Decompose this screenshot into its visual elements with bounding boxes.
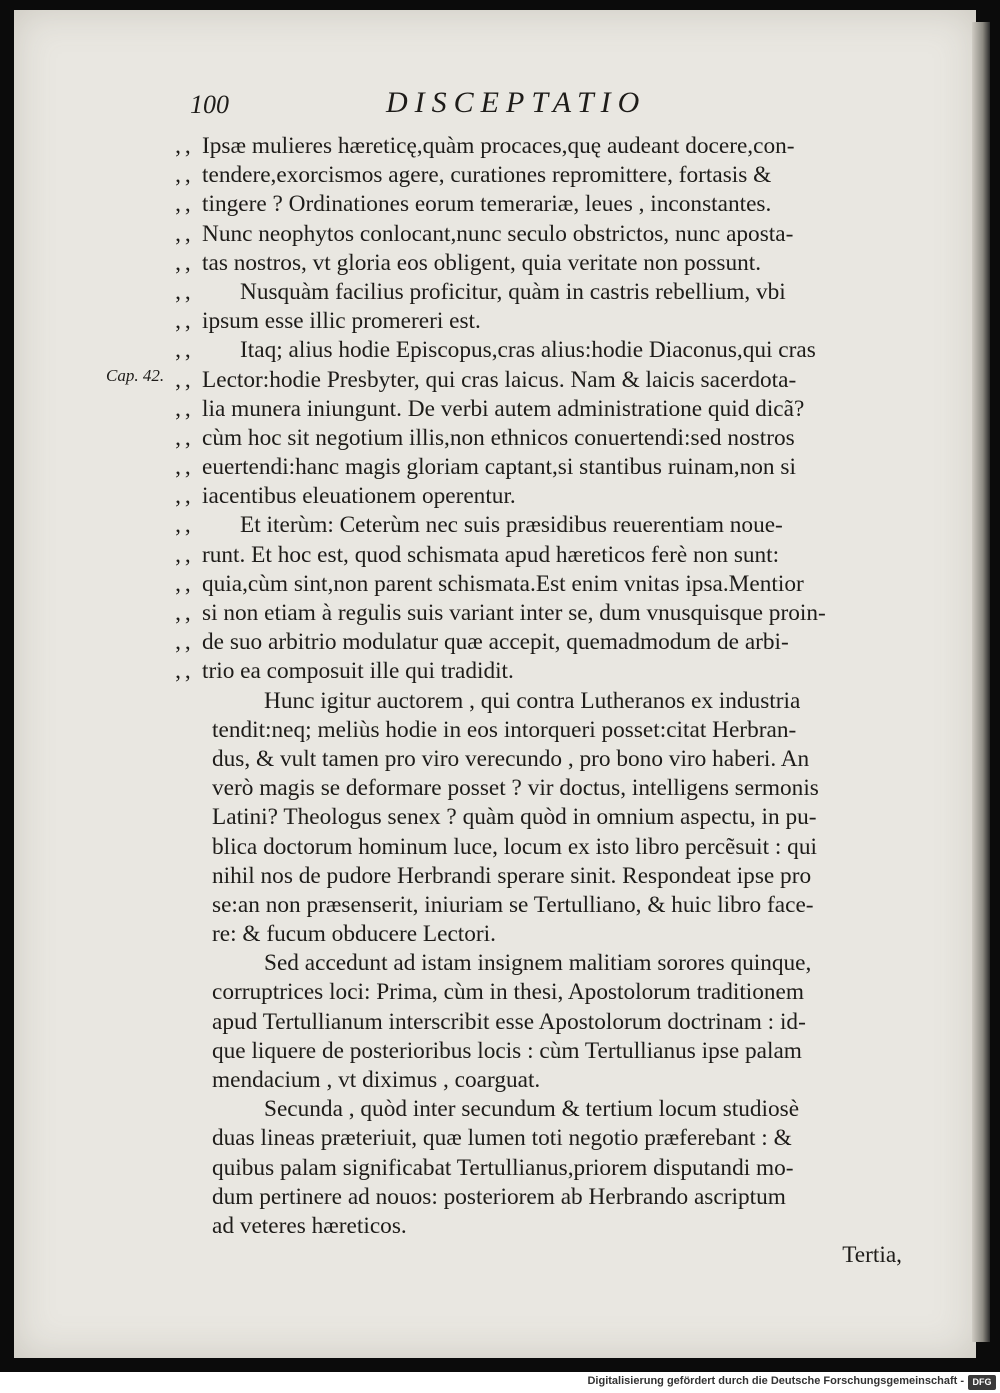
body-line: nihil nos de pudore Herbrandi sperare sinit. Respondeat ipse pro: [212, 862, 812, 889]
quote-mark: ‚‚: [174, 133, 194, 159]
body-line: Sed accedunt ad istam insignem malitiam sorores quinque,: [264, 950, 812, 977]
quote-mark: ‚‚: [174, 337, 194, 364]
line-text: tingere ? Ordinationes eorum temerariæ, leues , inconstantes.: [202, 191, 772, 218]
quoted-line: [174, 132, 914, 161]
quoted-line: [174, 657, 914, 686]
quoted-line: [174, 161, 914, 190]
body-line: Hunc igitur auctorem , qui contra Lutheranos ex industria: [264, 687, 801, 714]
quote-mark: ‚‚: [174, 162, 194, 189]
line-text: Et iterùm: Ceterùm nec suis præsidibus reuerentiam noue-: [240, 512, 783, 539]
quoted-line: [174, 424, 914, 453]
quote-mark: ‚‚: [174, 191, 194, 218]
catchword-line: [174, 1241, 914, 1270]
body-line: duas lineas præteriuit, quæ lumen toti negotio præferebant : &: [212, 1125, 792, 1152]
quote-mark: ‚‚: [174, 424, 194, 451]
catchword: Tertia,: [842, 1242, 902, 1269]
body-line: que liquere de posterioribus locis : cùm Tertullianus ipse palam: [212, 1037, 802, 1064]
line-text: tas nostros, vt gloria eos obligent, quia veritate non possunt.: [202, 249, 762, 276]
body-line: Secunda , quòd inter secundum & tertium locum studiosè: [264, 1096, 800, 1123]
dfg-logo: DFG: [968, 1375, 996, 1390]
quoted-line: [174, 278, 914, 307]
running-title: DISCEPTATIO: [386, 86, 647, 119]
quoted-line: [174, 453, 914, 482]
body-line: quibus palam significabat Tertullianus,priorem disputandi mo-: [212, 1154, 794, 1181]
body-line: dus, & vult tamen pro viro verecundo , pro bono viro haberi. An: [212, 745, 810, 772]
line-text: Nusquàm facilius proficitur, quàm in castris rebellium, vbi: [240, 278, 786, 305]
line-text: de suo arbitrio modulatur quæ accepit, quemadmodum de arbi-: [202, 629, 789, 656]
page-header: [0, 86, 1000, 126]
page-edge: [972, 22, 990, 1342]
line-text: Nunc neophytos conlocant,nunc seculo obstrictos, nunc aposta-: [202, 220, 794, 247]
page-number: 100: [190, 90, 229, 119]
line-text: ipsum esse illic promereri est.: [202, 308, 481, 335]
quoted-line: [174, 336, 914, 365]
quote-mark: ‚‚: [174, 454, 194, 481]
text-block: [174, 132, 914, 1270]
quoted-line: [174, 570, 914, 599]
line-text: si non etiam à regulis suis variant inter se, dum vnusquisque proin-: [202, 600, 826, 626]
line-text: Itaq; alius hodie Episcopus,cras alius:hodie Diaconus,qui cras: [240, 337, 816, 364]
quote-mark: ‚‚: [174, 629, 194, 656]
line-text: tendere,exorcismos agere, curationes repromittere, fortasis &: [202, 162, 772, 189]
body-line: re: & fucum obducere Lectori.: [212, 921, 496, 948]
body-line: se:an non præsenserit, iniuriam se Tertulliano, & huic libro face-: [212, 891, 814, 918]
quote-mark: ‚‚: [174, 512, 194, 539]
body-line: blica doctorum hominum luce, locum ex isto libro percẽsuit : qui: [212, 833, 817, 860]
quoted-line: [174, 190, 914, 219]
quote-mark: ‚‚: [174, 395, 194, 422]
quoted-line: [174, 366, 914, 395]
line-text: lia munera iniungunt. De verbi autem administratione quid dicã?: [202, 395, 805, 422]
quoted-passage: [174, 132, 914, 687]
quote-mark: ‚‚: [174, 483, 194, 510]
body-line: tendit:neq; meliùs hodie in eos intorqueri posset:citat Herbran-: [212, 716, 797, 743]
line-text: cùm hoc sit negotium illis,non ethnicos conuertendi:sed nostros: [202, 424, 795, 451]
quote-mark: ‚‚: [174, 220, 194, 247]
quoted-line: [174, 599, 914, 628]
quoted-line: [174, 511, 914, 540]
body-line: verò magis se deformare posset ? vir doctus, intelligens sermonis: [212, 775, 819, 802]
margin-note: Cap. 42.: [106, 366, 165, 385]
quoted-line: [174, 482, 914, 511]
body-line: ad veteres hæreticos.: [212, 1212, 407, 1239]
digitization-credit: Digitalisierung gefördert durch die Deutsche Forschungsgemeinschaft -: [587, 1375, 964, 1387]
body-line: Latini? Theologus senex ? quàm quòd in omnium aspectu, in pu-: [212, 804, 817, 831]
body-line: apud Tertullianum interscribit esse Apostolorum doctrinam : id-: [212, 1008, 806, 1035]
quote-mark: ‚‚: [174, 249, 194, 276]
quoted-line: [174, 249, 914, 278]
body-paragraphs: [174, 687, 914, 1242]
line-text: quia,cùm sint,non parent schismata.Est enim vnitas ipsa.Mentior: [202, 570, 804, 597]
quote-mark: ‚‚: [174, 308, 194, 335]
quoted-line: [174, 541, 914, 570]
quoted-line: [174, 628, 914, 657]
quote-mark: ‚‚: [174, 658, 194, 685]
footer-bar: [0, 1372, 1000, 1393]
line-text: iacentibus eleuationem operentur.: [202, 483, 516, 510]
line-text: trio ea composuit ille qui tradidit.: [202, 658, 514, 685]
quote-mark: ‚‚: [174, 570, 194, 597]
quote-mark: ‚‚: [174, 366, 194, 393]
quote-mark: ‚‚: [174, 541, 194, 568]
line-text: runt. Et hoc est, quod schismata apud hæreticos ferè non sunt:: [202, 541, 780, 568]
quote-mark: ‚‚: [174, 600, 194, 626]
quoted-line: [174, 220, 914, 249]
line-text: euertendi:hanc magis gloriam captant,si stantibus ruinam,non si: [202, 454, 796, 481]
quote-mark: ‚‚: [174, 278, 194, 305]
body-line: mendacium , vt diximus , coarguat.: [212, 1067, 541, 1093]
body-line: corruptrices loci: Prima, cùm in thesi, Apostolorum traditionem: [212, 979, 805, 1006]
line-text: Lector:hodie Presbyter, qui cras laicus. Nam & laicis sacerdota-: [202, 366, 797, 393]
quoted-line: [174, 307, 914, 336]
body-line: dum pertinere ad nouos: posteriorem ab Herbrando ascriptum: [212, 1183, 786, 1210]
line-text: Ipsæ mulieres hæreticę,quàm procaces,quę audeant docere,con-: [202, 133, 795, 159]
quoted-line: [174, 395, 914, 424]
